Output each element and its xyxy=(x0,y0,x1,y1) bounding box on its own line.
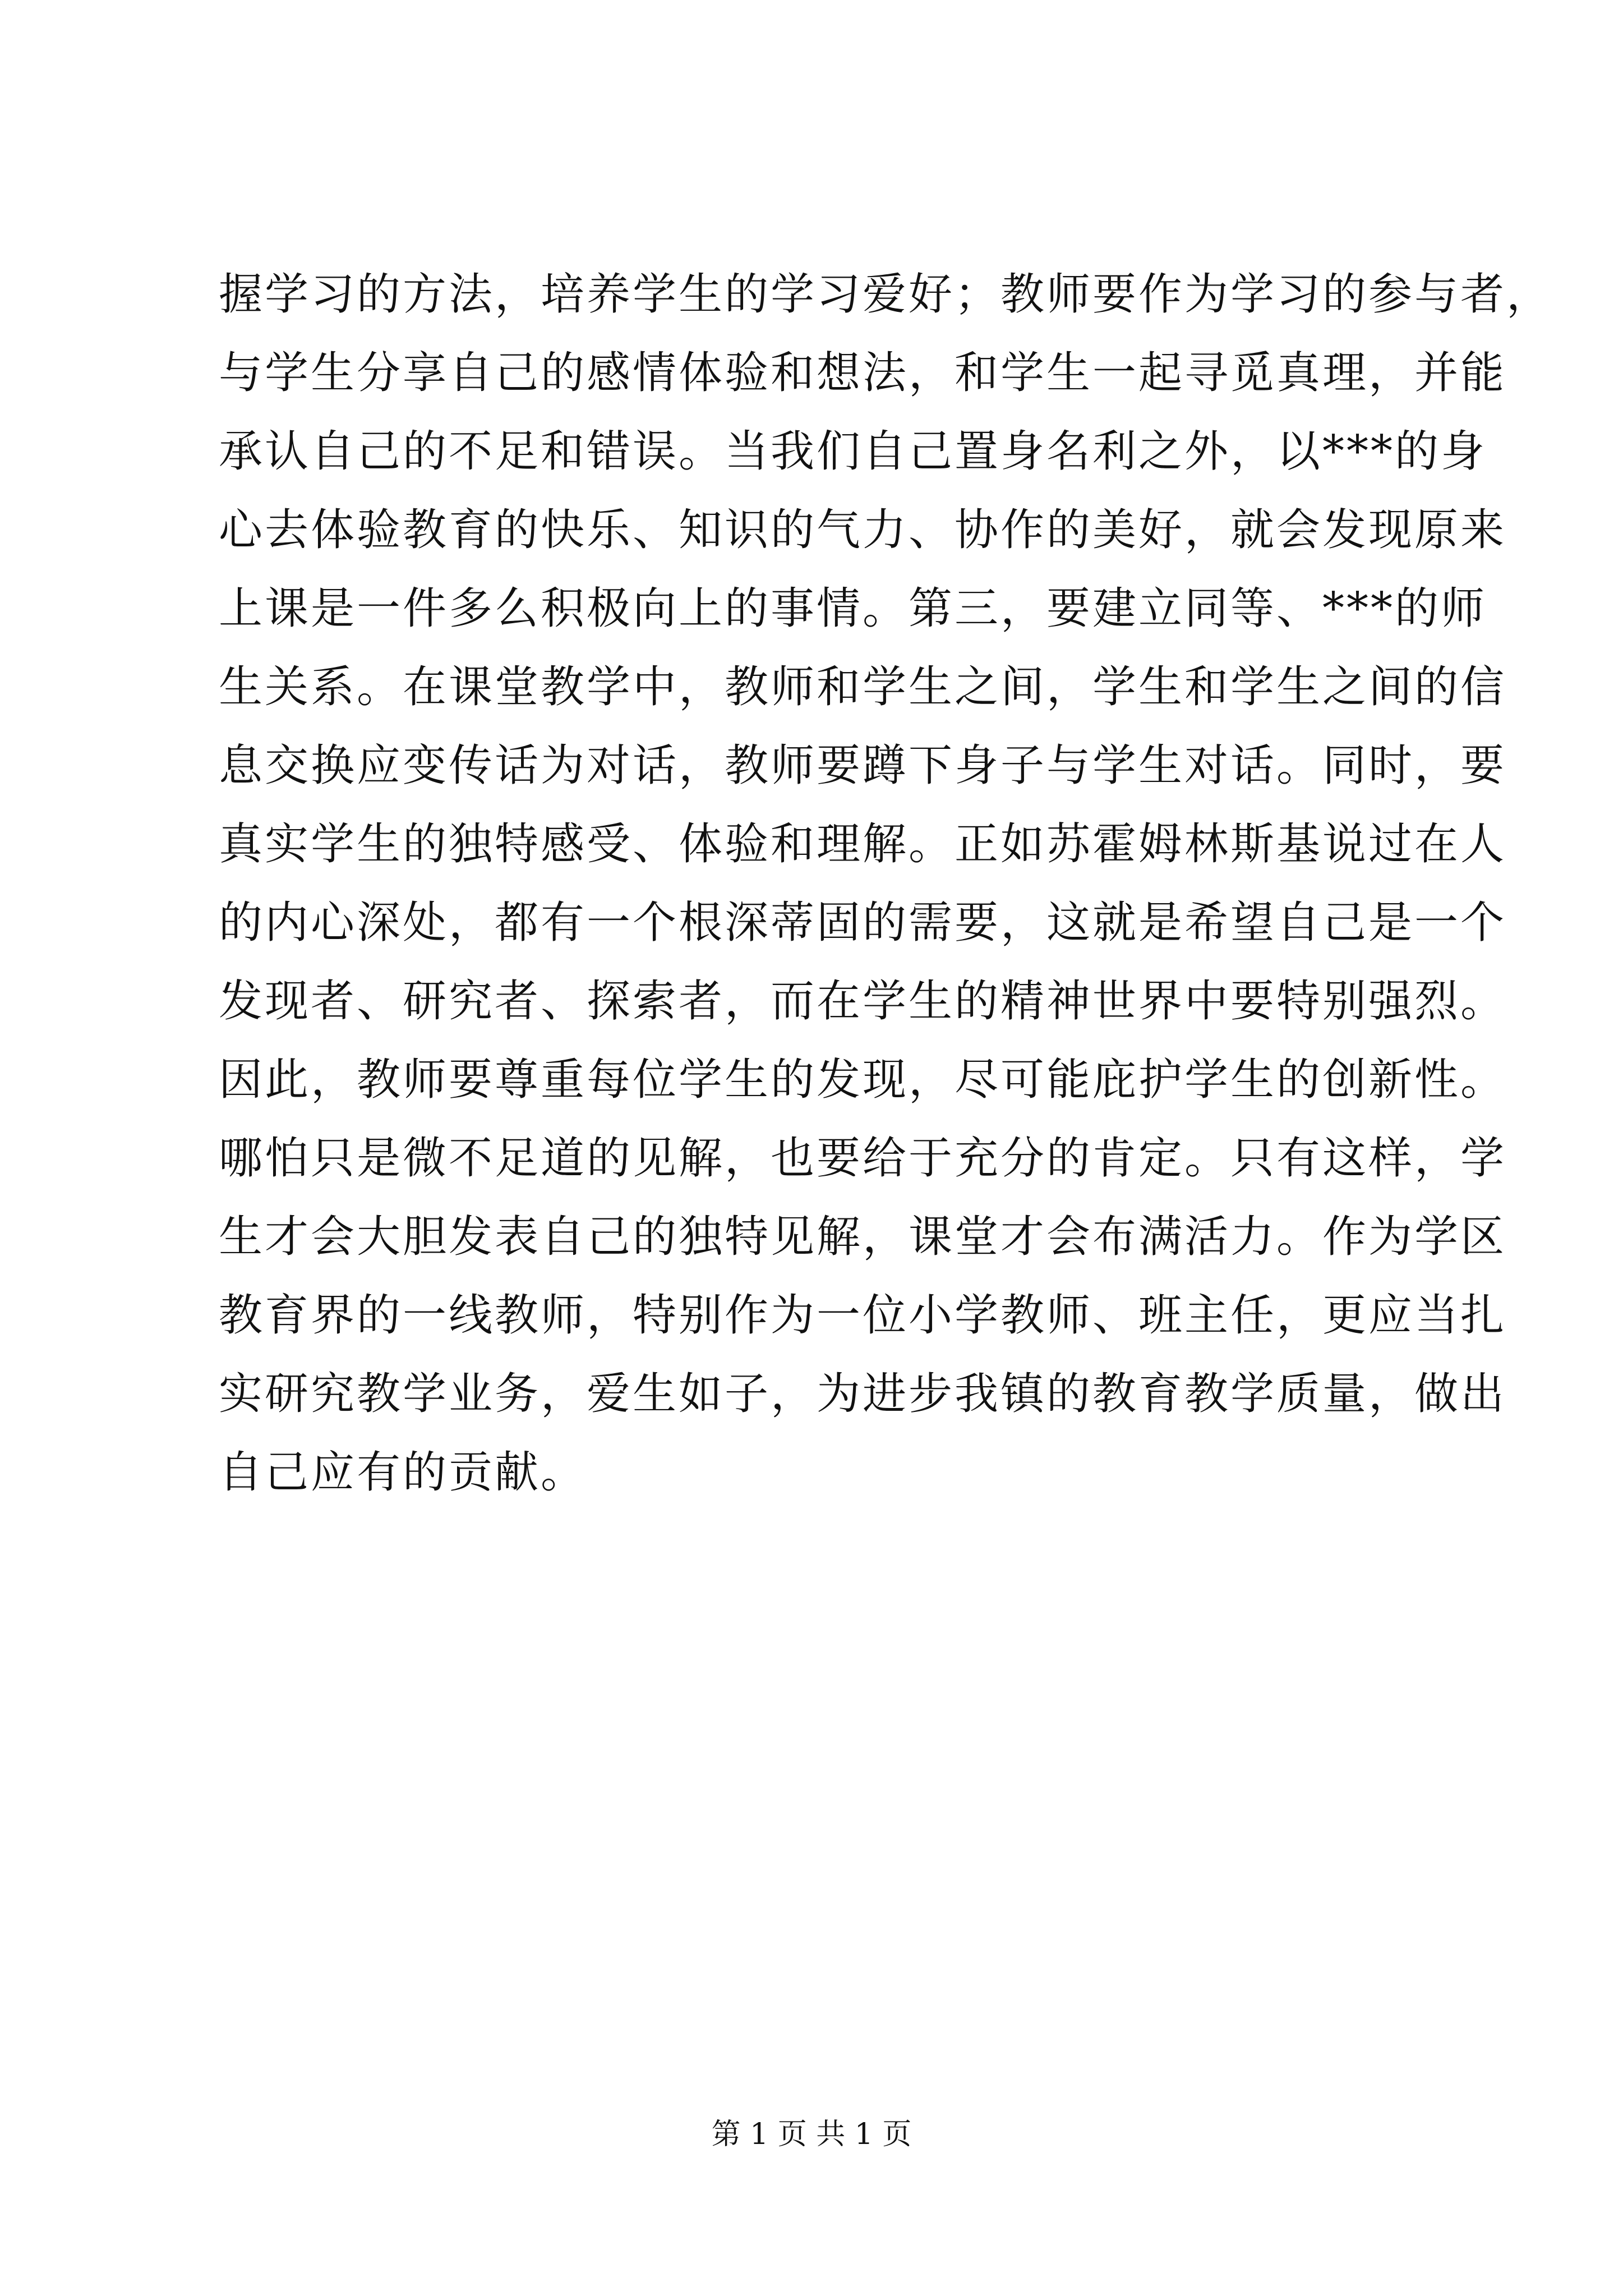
page-number-label: 第 1 页 共 1 页 xyxy=(711,2118,912,2151)
text-line: 上课是一件多么积极向上的事情。第三，要建立同等、***的师 xyxy=(219,583,1487,634)
text-line: 承认自己的不足和错误。当我们自己置身名利之外，以***的身 xyxy=(219,426,1487,477)
text-line: 生才会大胆发表自己的独特见解，课堂才会布满活力。作为学区 xyxy=(219,1212,1507,1262)
text-line: 实研究教学业务，爱生如子，为进步我镇的教育教学质量，做出 xyxy=(219,1369,1507,1419)
text-line: 的内心深处，都有一个根深蒂固的需要，这就是希望自己是一个 xyxy=(219,898,1507,948)
text-line: 发现者、研究者、探索者，而在学生的精神世界中要特别强烈。 xyxy=(219,976,1507,1027)
text-line: 与学生分享自己的感情体验和想法，和学生一起寻觅真理，并能 xyxy=(219,348,1507,398)
text-line: 握学习的方法，培养学生的学习爱好；教师要作为学习的参与者， xyxy=(219,269,1553,320)
text-line: 息交换应变传话为对话，教师要蹲下身子与学生对话。同时，要 xyxy=(219,740,1507,791)
text-line: 因此，教师要尊重每位学生的发现，尽可能庇护学生的创新性。 xyxy=(219,1055,1507,1105)
text-line: 自己应有的贡献。 xyxy=(219,1447,587,1498)
text-line: 哪怕只是微不足道的见解，也要给于充分的肯定。只有这样，学 xyxy=(219,1133,1507,1184)
text-line: 心去体验教育的快乐、知识的气力、协作的美好，就会发现原来 xyxy=(219,505,1507,555)
text-line: 真实学生的独特感受、体验和理解。正如苏霍姆林斯基说过在人 xyxy=(219,819,1507,869)
body-text xyxy=(219,255,1553,1512)
text-line: 教育界的一线教师，特别作为一位小学教师、班主任，更应当扎 xyxy=(219,1290,1507,1341)
page-footer xyxy=(0,2112,1623,2157)
text-line: 生关系。在课堂教学中，教师和学生之间，学生和学生之间的信 xyxy=(219,662,1507,712)
